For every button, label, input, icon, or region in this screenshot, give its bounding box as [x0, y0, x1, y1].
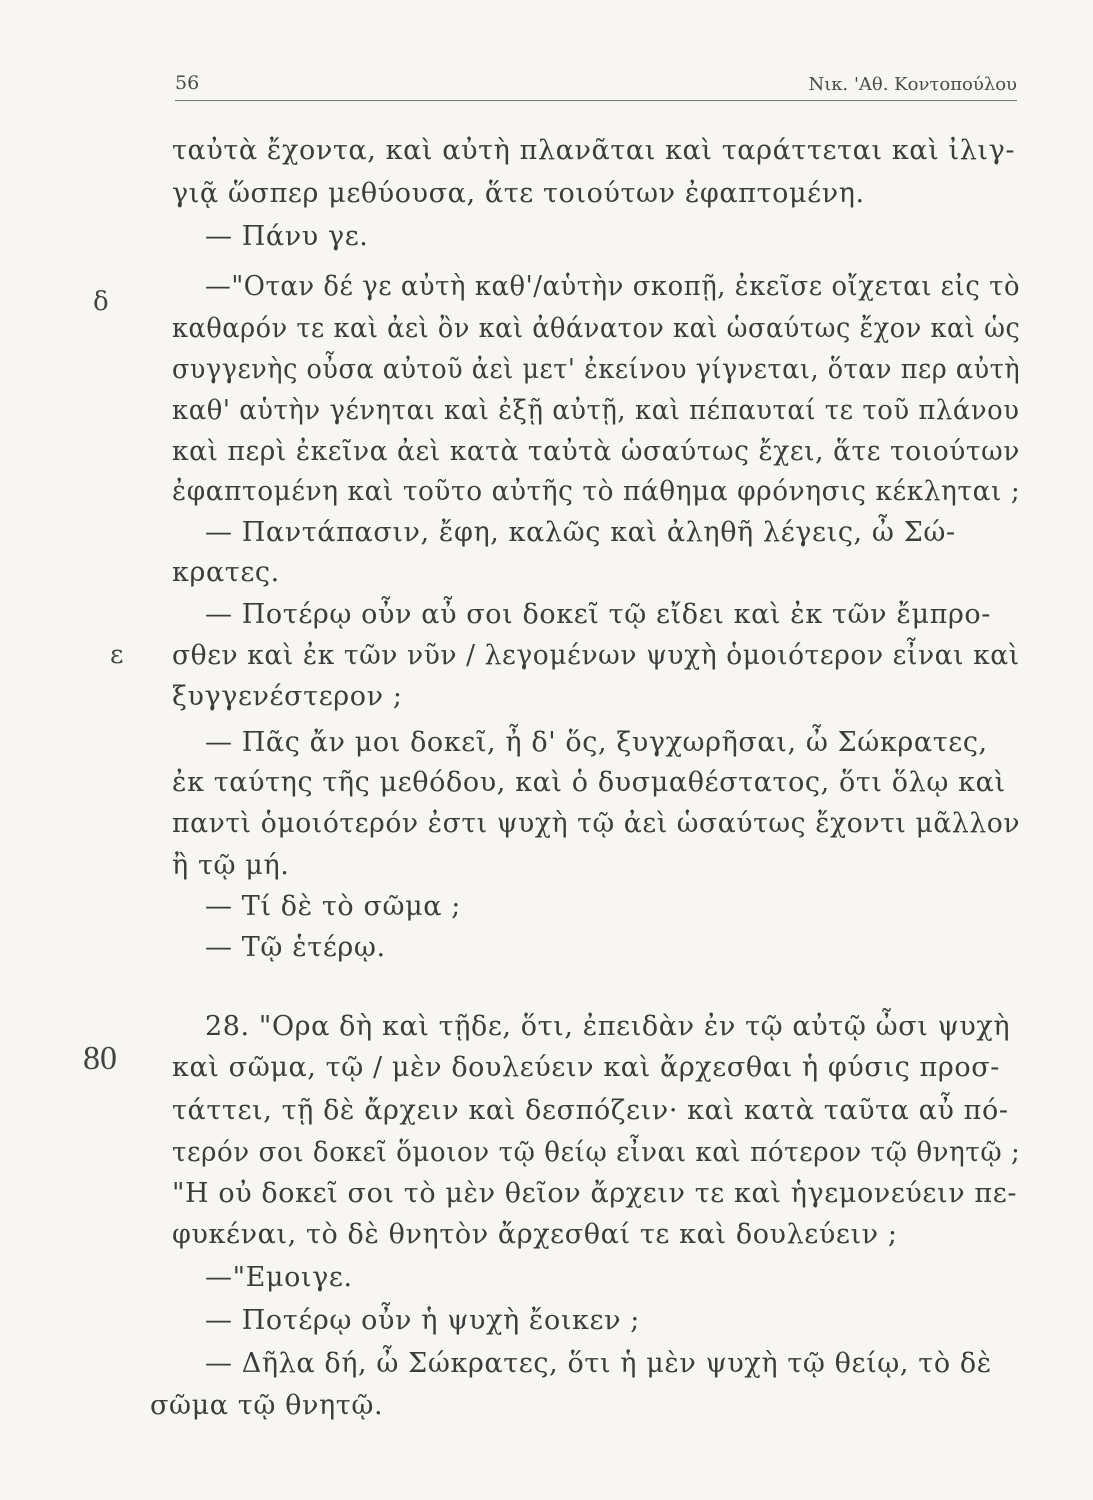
text-line: "Η οὐ δοκεῖ σοι τὸ μὲν θεῖον ἄρχειν τε καὶ ἡγεμονεύειν πε- — [172, 1178, 1018, 1209]
text-line: παντὶ ὁμοιότερόν ἐστι ψυχὴ τῷ ἀεὶ ὡσαύτως ἔχοντι μᾶλλον — [172, 808, 1021, 839]
text-line: — Δῆλα δή, ὦ Σώκρατες, ὅτι ἡ μὲν ψυχὴ τῷ θείῳ, τὸ δὲ — [205, 1348, 992, 1379]
text-line: καὶ περὶ ἐκεῖνα ἀεὶ κατὰ ταὐτὰ ὡσαύτως ἔχει, ἅτε τοιούτων — [172, 436, 1020, 467]
text-line: καὶ σῶμα, τῷ / μὲν δουλεύειν καὶ ἄρχεσθαι ἡ φύσις προσ- — [172, 1052, 1000, 1083]
text-line: — Ποτέρῳ οὖν ἡ ψυχὴ ἔοικεν ; — [205, 1305, 640, 1336]
text-line: ξυγγενέστερον ; — [172, 681, 403, 712]
header-rule — [175, 100, 1017, 101]
text-line: ἐφαπτομένη καὶ τοῦτο αὐτῆς τὸ πάθημα φρόνησις κέκληται ; — [172, 476, 1021, 507]
text-line: — Ποτέρῳ οὖν αὖ σοι δοκεῖ τῷ εἴδει καὶ ἐκ τῶν ἔμπρο- — [205, 599, 991, 630]
text-line: ἢ τῷ μή. — [172, 850, 290, 881]
text-line: κρατες. — [172, 557, 280, 588]
text-line: — Παντάπασιν, ἔφη, καλῶς καὶ ἀληθῆ λέγεις, ὦ Σώ- — [205, 517, 956, 548]
margin-marker-delta: δ — [93, 287, 109, 317]
page-number: 56 — [175, 72, 200, 94]
running-head — [175, 72, 1017, 98]
text-line: — Πᾶς ἄν μοι δοκεῖ, ἦ δ' ὅς, ξυγχωρῆσαι, ὦ Σώκρατες, — [205, 727, 988, 758]
text-line: — Πάνυ γε. — [205, 221, 369, 252]
text-line: γιᾷ ὥσπερ μεθύουσα, ἅτε τοιούτων ἐφαπτομένη. — [172, 178, 865, 209]
text-line: — Τί δὲ τὸ σῶμα ; — [205, 891, 461, 922]
text-line: —"Οταν δέ γε αὐτὴ καθ'/αὑτὴν σκοπῇ, ἐκεῖσε οἴχεται εἰς τὸ — [205, 271, 1021, 302]
text-line: φυκέναι, τὸ δὲ θνητὸν ἄρχεσθαί τε καὶ δουλεύειν ; — [172, 1219, 898, 1250]
text-line: ἐκ ταύτης τῆς μεθόδου, καὶ ὁ δυσμαθέστατος, ὅτι ὅλῳ καὶ — [172, 767, 1006, 798]
text-line: ταὐτὰ ἔχοντα, καὶ αὐτὴ πλανᾶται καὶ ταράττεται καὶ ἰλιγ- — [172, 135, 1016, 166]
text-line: τάττει, τῇ δὲ ἄρχειν καὶ δεσπόζειν· καὶ κατὰ ταῦτα αὖ πό- — [172, 1095, 1009, 1126]
text-line: καθαρόν τε καὶ ἀεὶ ὂν καὶ ἀθάνατον καὶ ὡσαύτως ἔχον καὶ ὡς — [172, 313, 1021, 344]
text-line: σῶμα τῷ θνητῷ. — [150, 1390, 384, 1421]
text-line: καθ' αὑτὴν γένηται καὶ ἐξῇ αὐτῇ, καὶ πέπαυταί τε τοῦ πλάνου — [172, 395, 1020, 426]
text-line: — Τῷ ἑτέρῳ. — [205, 932, 386, 963]
margin-marker-epsilon: ε — [110, 640, 124, 670]
text-line: 28. "Ορα δὴ καὶ τῇδε, ὅτι, ἐπειδὰν ἐν τῷ αὐτῷ ὦσι ψυχὴ — [205, 1011, 1011, 1042]
text-line: τερόν σοι δοκεῖ ὅμοιον τῷ θείῳ εἶναι καὶ πότερον τῷ θνητῷ ; — [172, 1137, 1021, 1168]
text-line: σθεν καὶ ἐκ τῶν νῦν / λεγομένων ψυχὴ ὁμοιότερον εἶναι καὶ — [172, 640, 1020, 671]
text-line: —"Εμοιγε. — [205, 1262, 353, 1293]
running-title: Νικ. 'Αθ. Κοντοπούλου — [808, 74, 1017, 95]
text-line: συγγενὴς οὖσα αὐτοῦ ἀεὶ μετ' ἐκείνου γίγνεται, ὅταν περ αὐτὴ — [172, 354, 1021, 385]
margin-marker-80: 80 — [83, 1040, 117, 1077]
